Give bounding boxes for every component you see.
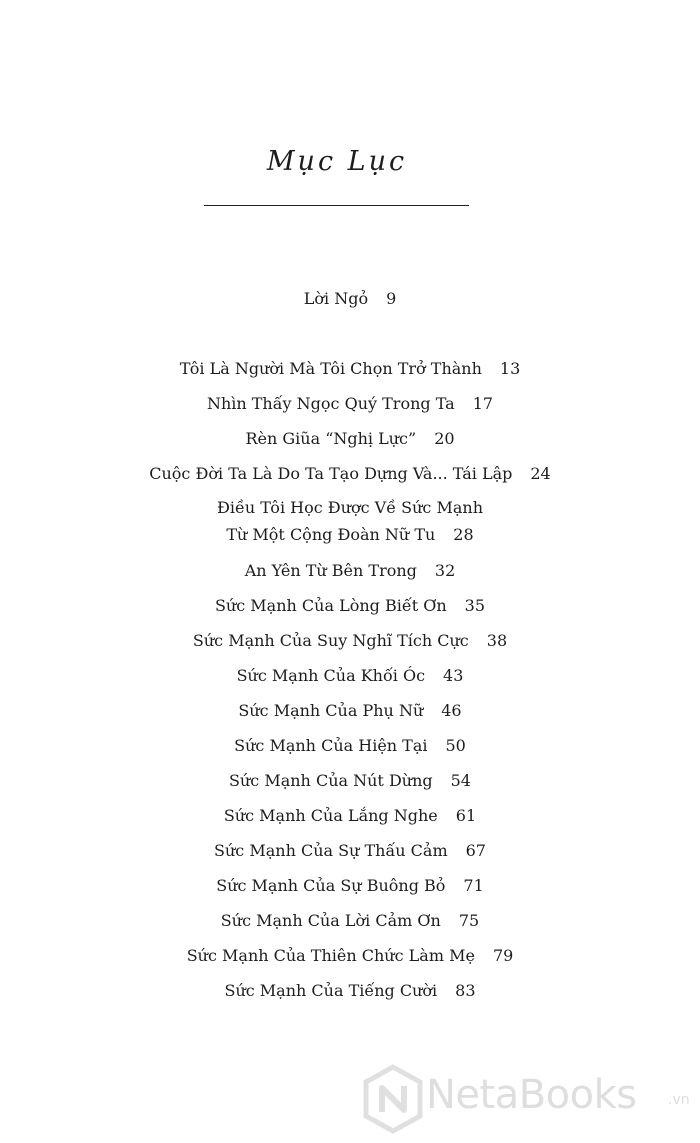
- toc-entry-lam-me[interactable]: [0, 944, 700, 968]
- toc-entry-title: Sức Mạnh Của Sự Buông Bỏ: [216, 876, 446, 895]
- toc-entry-title: Cuộc Đời Ta Là Do Ta Tạo Dựng Và... Tái Lập: [149, 464, 513, 483]
- title-divider: [204, 205, 469, 206]
- toc-entry-page: 32: [434, 561, 456, 580]
- toc-entry-an-yen[interactable]: [0, 559, 700, 583]
- toc-entry-thau-cam[interactable]: [0, 839, 700, 863]
- netabooks-watermark: [362, 1064, 692, 1134]
- toc-entry-nut-dung[interactable]: [0, 769, 700, 793]
- toc-entry-page: 43: [443, 666, 464, 685]
- watermark-brand: NetaBooks: [426, 1072, 637, 1118]
- toc-entry-title: Sức Mạnh Của Hiện Tại: [234, 736, 428, 755]
- toc-entry-page: 17: [472, 394, 494, 413]
- toc-entry-khoi-oc[interactable]: [0, 664, 700, 688]
- toc-entry-page: 54: [450, 771, 471, 790]
- toc-entry-tieng-cuoi[interactable]: [0, 979, 700, 1003]
- toc-entry-tich-cuc[interactable]: [0, 629, 700, 653]
- toc-entry-page: 24: [530, 464, 551, 483]
- toc-entry-title: Sức Mạnh Của Nút Dừng: [229, 771, 433, 790]
- netabooks-logo-icon: [362, 1064, 424, 1134]
- page-title: Mục Lục: [266, 146, 408, 177]
- toc-entry-page: 75: [458, 911, 480, 930]
- toc-entry-page: 35: [464, 596, 485, 615]
- toc-entry-title: Sức Mạnh Của Lời Cảm Ơn: [220, 911, 441, 930]
- toc-entry-ngoc-quy[interactable]: [0, 392, 700, 416]
- toc-entry-title: Sức Mạnh Của Tiếng Cười: [224, 981, 438, 1000]
- toc-entry-page: 83: [455, 981, 476, 1000]
- toc-entry-title: Rèn Giũa “Nghị Lực”: [245, 429, 417, 448]
- toc-entry-title: Sức Mạnh Của Sự Thấu Cảm: [214, 841, 448, 860]
- toc-entry-page: 20: [434, 429, 455, 448]
- toc-entry-phu-nu[interactable]: [0, 699, 700, 723]
- toc-entry-page: 13: [499, 359, 521, 378]
- toc-entry-title: Sức Mạnh Của Lắng Nghe: [223, 806, 438, 825]
- toc-entry-page: 67: [465, 841, 486, 860]
- toc-entry-title: Sức Mạnh Của Lòng Biết Ơn: [214, 596, 447, 615]
- toc-entry-title-line1: Điều Tôi Học Được Về Sức Mạnh: [216, 498, 483, 517]
- toc-entry-cuoc-doi[interactable]: [0, 462, 700, 486]
- toc-entry-title: Lời Ngỏ: [303, 289, 369, 308]
- toc-entry-title: Sức Mạnh Của Thiên Chức Làm Mẹ: [186, 946, 475, 965]
- toc-entry-nghi-luc[interactable]: [0, 427, 700, 451]
- toc-entry-title: Nhìn Thấy Ngọc Quý Trong Ta: [206, 394, 455, 413]
- toc-entry-lang-nghe[interactable]: [0, 804, 700, 828]
- toc-entry-title: Sức Mạnh Của Khối Óc: [236, 666, 426, 685]
- toc-entry-page: 38: [486, 631, 508, 650]
- toc-entry-loi-ngo[interactable]: [0, 287, 700, 311]
- toc-entry-hien-tai[interactable]: [0, 734, 700, 758]
- toc-entry-cam-on[interactable]: [0, 909, 700, 933]
- toc-entry-chon-tro-thanh[interactable]: [0, 357, 700, 381]
- toc-entry-nu-tu[interactable]: [0, 494, 700, 548]
- toc-entry-title-line2: Từ Một Cộng Đoàn Nữ Tu: [226, 525, 436, 544]
- watermark-suffix: .vn: [668, 1092, 690, 1108]
- toc-entry-page: 61: [455, 806, 477, 825]
- toc-entry-biet-on[interactable]: [0, 594, 700, 618]
- toc-entry-title: Tôi Là Người Mà Tôi Chọn Trở Thành: [179, 359, 482, 378]
- toc-entry-page: 71: [463, 876, 484, 895]
- toc-entry-title: Sức Mạnh Của Suy Nghĩ Tích Cực: [192, 631, 469, 650]
- toc-entry-page: 46: [441, 701, 462, 720]
- toc-entry-title: Sức Mạnh Của Phụ Nữ: [238, 701, 424, 720]
- toc-entry-page: 9: [386, 289, 397, 308]
- toc-entry-title: An Yên Từ Bên Trong: [244, 561, 417, 580]
- toc-entry-page: 50: [445, 736, 466, 755]
- toc-entry-page: 79: [492, 946, 514, 965]
- toc-entry-buong-bo[interactable]: [0, 874, 700, 898]
- toc-entry-page: 28: [453, 525, 474, 544]
